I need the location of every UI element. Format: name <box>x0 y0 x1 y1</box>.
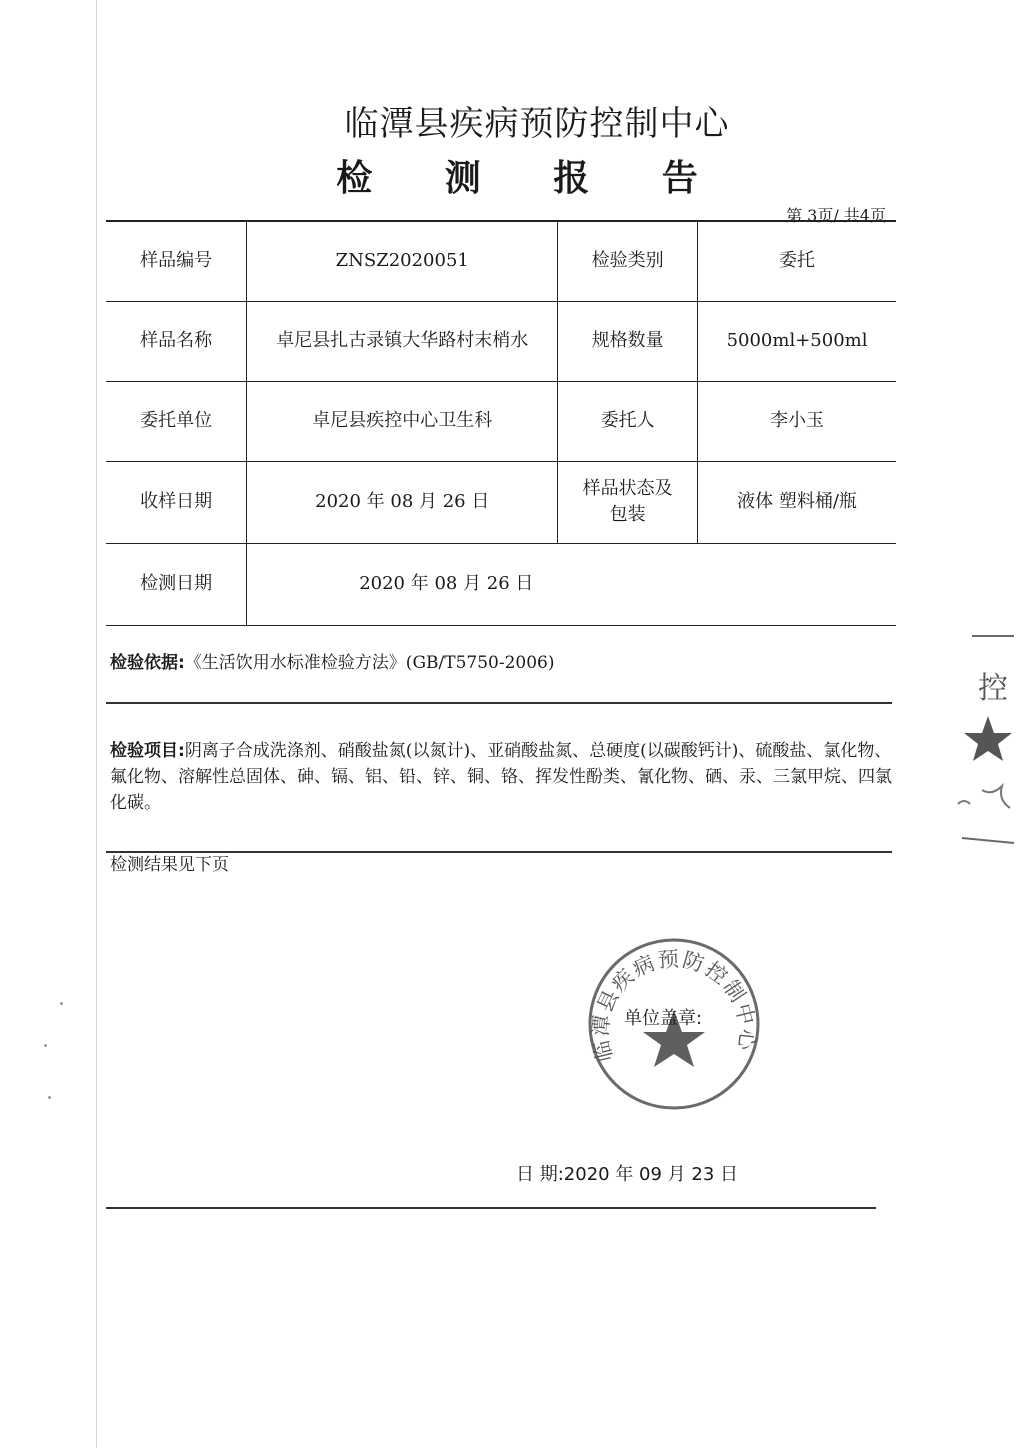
divider <box>106 1207 876 1209</box>
divider <box>106 702 892 704</box>
field-label: 收样日期 <box>106 461 247 543</box>
field-label: 样品编号 <box>106 221 247 301</box>
field-label: 样品名称 <box>106 301 247 381</box>
scan-speck <box>44 1044 47 1047</box>
result-note: 检测结果见下页 <box>110 855 229 875</box>
scan-speck <box>48 1096 51 1099</box>
page-fold-line <box>96 0 97 1448</box>
field-label: 规格数量 <box>558 301 698 381</box>
field-label: 委托单位 <box>106 381 247 461</box>
side-seal-text: 控 <box>978 671 1008 706</box>
organization-title: 临潭县疾病预防控制中心 <box>344 104 730 144</box>
partial-side-seal <box>948 632 1018 847</box>
page-number: 第 3页/ 共4页 <box>786 206 886 225</box>
test-basis-text: 《生活饮用水标准检验方法》(GB/T5750-2006) <box>184 653 555 673</box>
field-value: 5000ml+500ml <box>698 301 896 381</box>
scan-speck <box>60 1002 63 1005</box>
date-value: 2020 年 09 月 23 日 <box>563 1164 739 1185</box>
seal-label: 单位盖章: <box>624 1008 703 1029</box>
seal-ring-text: 临潭县疾病预防控制中心 <box>588 946 760 1064</box>
test-basis-label: 检验依据: <box>110 653 185 673</box>
field-label: 样品状态及包装 <box>558 461 698 543</box>
report-title: 检 测 报 告 <box>336 158 728 199</box>
date-label: 日 期: <box>516 1164 564 1185</box>
test-basis <box>110 650 900 676</box>
sample-info-table <box>106 220 896 626</box>
table-row <box>106 543 896 625</box>
field-label: 检测日期 <box>106 543 247 625</box>
table-row <box>106 221 896 301</box>
test-items-label: 检验项目: <box>110 741 185 761</box>
field-value: 卓尼县扎古录镇大华路村末梢水 <box>247 301 558 381</box>
field-value: 卓尼县疾控中心卫生科 <box>247 381 558 461</box>
test-items-text: 阴离子合成洗涤剂、硝酸盐氮(以氮计)、亚硝酸盐氮、总硬度(以碳酸钙计)、硫酸盐、氯化物、氟化物、溶解性总固体、砷、镉、铝、铅、锌、铜、铬、挥发性酚类、氰化物、硒、汞、三氯甲烷、四氯化碳。 <box>110 741 892 813</box>
table-row <box>106 381 896 461</box>
field-value: 2020 年 08 月 26 日 <box>247 461 558 543</box>
table-row <box>106 461 896 543</box>
field-value: 李小玉 <box>698 381 896 461</box>
field-value: 液体 塑料桶/瓶 <box>698 461 896 543</box>
table-row <box>106 301 896 381</box>
field-value: 委托 <box>698 221 896 301</box>
field-value: ZNSZ2020051 <box>247 221 558 301</box>
field-value: 2020 年 08 月 26 日 <box>247 543 896 625</box>
test-items <box>110 738 900 816</box>
field-label: 检验类别 <box>558 221 698 301</box>
field-label: 委托人 <box>558 381 698 461</box>
signature-date <box>516 1160 738 1186</box>
